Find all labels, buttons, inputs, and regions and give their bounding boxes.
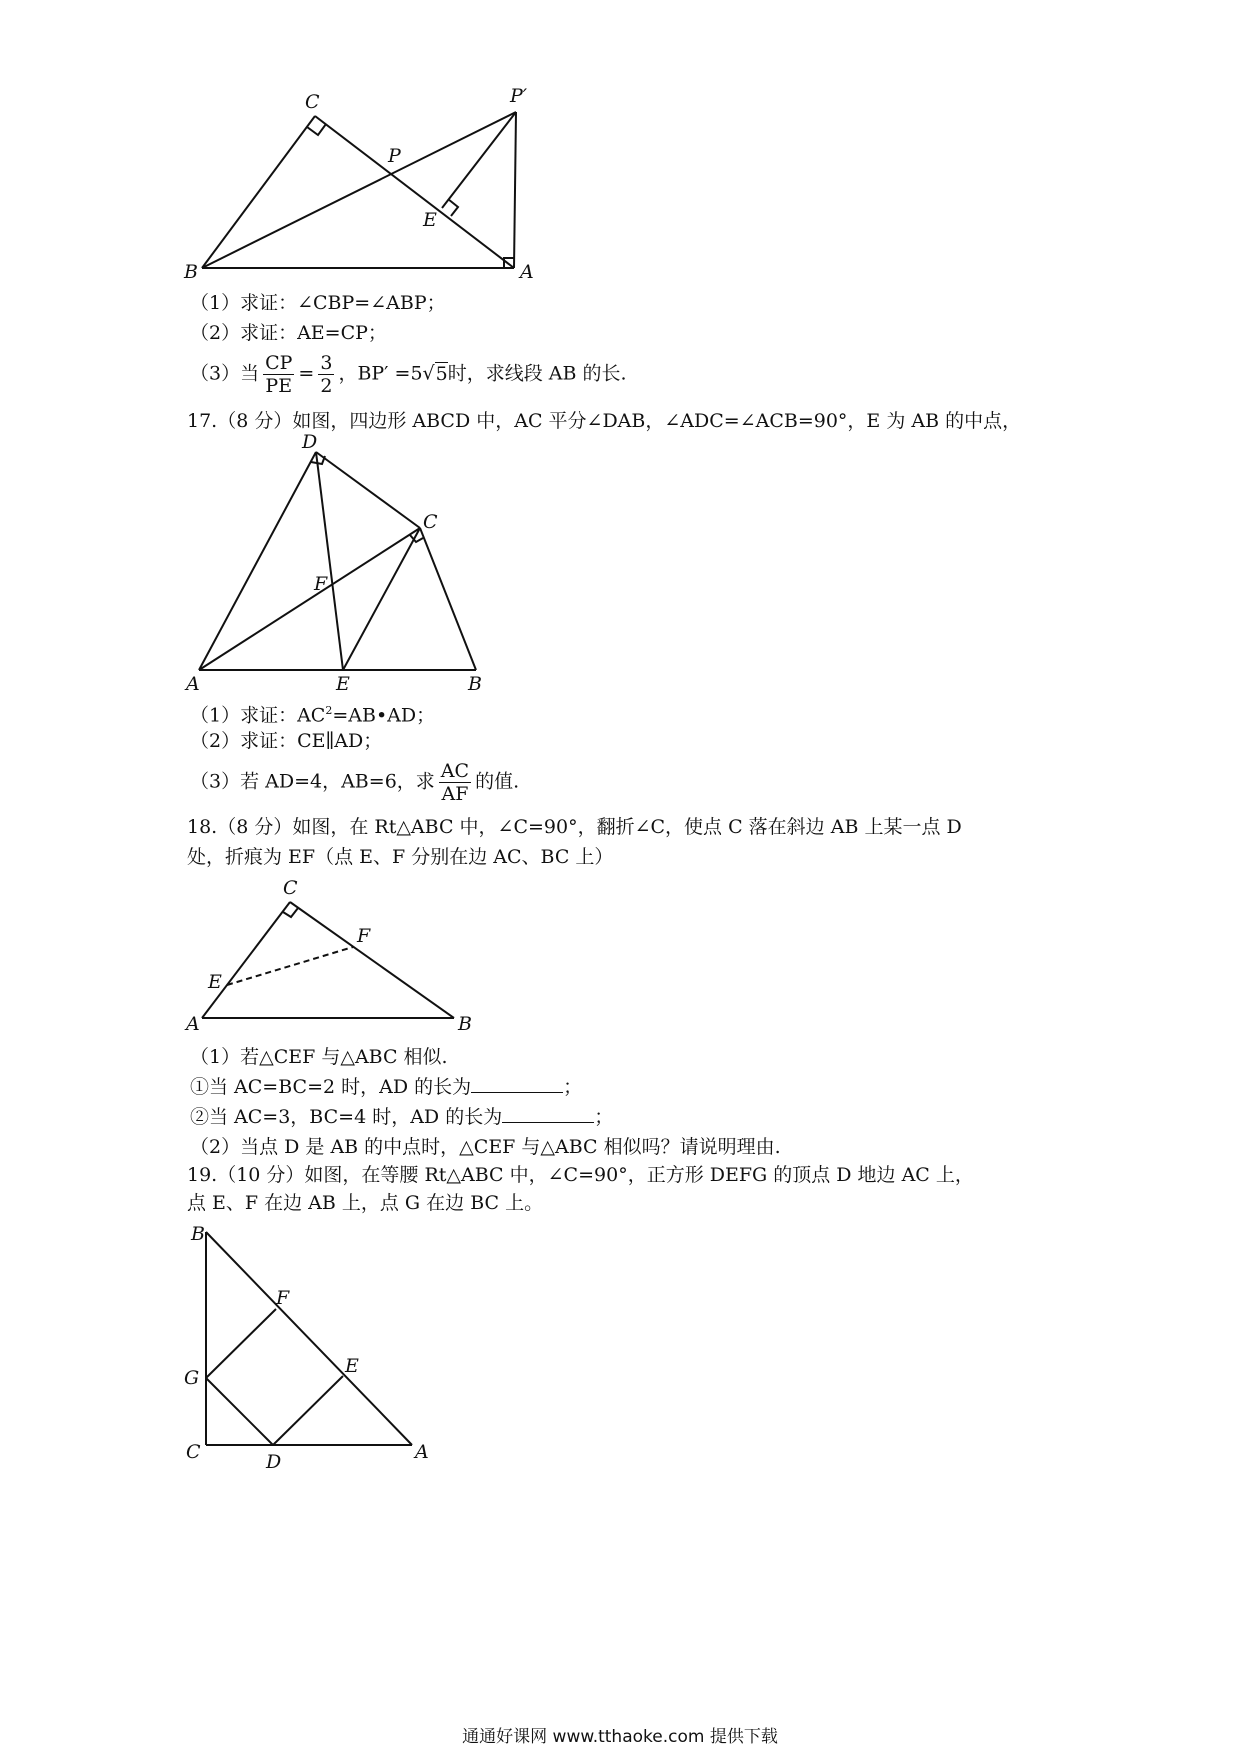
- fraction-denominator: AF: [441, 783, 469, 805]
- q17-stem: 17.（8 分）如图，四边形 ABCD 中，AC 平分∠DAB，∠ADC=∠ACB=90°，E 为 AB 的中点，: [187, 410, 1022, 432]
- q19-stem-line2: 点 E、F 在边 AB 上，点 G 在边 BC 上。: [187, 1192, 544, 1214]
- q19-stem-line1: 19.（10 分）如图，在等腰 Rt△ABC 中，∠C=90°，正方形 DEFG 的顶点 D 地边 AC 上，: [187, 1164, 974, 1186]
- answer-blank-1[interactable]: [471, 1074, 563, 1093]
- segment-CB: [290, 902, 454, 1018]
- label-P: P: [388, 145, 401, 167]
- label-G: G: [184, 1367, 200, 1389]
- fraction-ac-af: [439, 760, 471, 805]
- q18-stem-line1: 18.（8 分）如图，在 Rt△ABC 中，∠C=90°，翻折∠C，使点 C 落在斜边 AB 上某一点 D: [187, 816, 962, 838]
- exponent: 2: [325, 704, 333, 717]
- label-P-prime: P′: [510, 85, 528, 107]
- q17-part1: [190, 698, 435, 728]
- right-angle-E: [448, 199, 458, 216]
- figure-q18: [180, 872, 490, 1037]
- label-A: A: [186, 1013, 200, 1035]
- label-C: C: [423, 511, 438, 533]
- q18-sub1: [190, 1074, 582, 1100]
- label-C: C: [186, 1441, 201, 1463]
- sqrt-symbol-icon: √: [422, 362, 435, 385]
- q17-part1-lead: （1）求证：AC: [190, 704, 326, 727]
- q16-part3-lead: （3）当: [190, 362, 260, 385]
- segment-AC: [202, 902, 290, 1018]
- q18-sub2: [190, 1104, 613, 1130]
- fraction-three-halves: [318, 352, 334, 397]
- segment-AC: [199, 528, 420, 670]
- segment-GD: [206, 1378, 273, 1445]
- q18-sub2-end: ；: [594, 1106, 614, 1128]
- fraction-numerator: AC: [440, 760, 470, 782]
- label-F: F: [314, 573, 328, 595]
- q18-sub2-text: ②当 AC=3，BC=4 时，AD 的长为: [190, 1106, 503, 1128]
- q17-part3: [190, 760, 519, 805]
- answer-blank-2[interactable]: [502, 1104, 594, 1123]
- figure-q16: [180, 82, 560, 292]
- q18-sub1-end: ；: [563, 1076, 583, 1098]
- fold-line-EF: [227, 947, 353, 985]
- q18-stem-line2: 处，折痕为 EF（点 E、F 分别在边 AC、BC 上）: [187, 846, 614, 868]
- label-A: A: [520, 261, 534, 283]
- label-E: E: [336, 673, 350, 695]
- label-B: B: [191, 1223, 205, 1245]
- segment-CB: [420, 528, 476, 670]
- q18-sub1-text: ①当 AC=BC=2 时，AD 的长为: [190, 1076, 472, 1098]
- label-D: D: [266, 1451, 282, 1473]
- q17-part3-tail: 的值.: [475, 770, 520, 793]
- label-F: F: [276, 1287, 290, 1309]
- q16-part1: （1）求证：∠CBP=∠ABP；: [190, 292, 446, 314]
- segment-DE: [273, 1376, 343, 1445]
- label-E: E: [423, 209, 437, 231]
- label-D: D: [302, 432, 318, 453]
- page-footer: 通通好课网 www.tthaoke.com 提供下载: [462, 1727, 778, 1747]
- figure-q17: [180, 432, 500, 702]
- segment-CE: [343, 528, 420, 670]
- label-B: B: [468, 673, 482, 695]
- q18-part1: （1）若△CEF 与△ABC 相似.: [190, 1046, 448, 1068]
- label-C: C: [283, 877, 298, 899]
- q18-part2: （2）当点 D 是 AB 的中点时，△CEF 与△ABC 相似吗？请说明理由.: [190, 1136, 781, 1158]
- segment-BA: [206, 1232, 412, 1445]
- segment-BC: [202, 116, 315, 268]
- segment-BP-prime: [202, 112, 516, 268]
- segment-CA: [315, 116, 514, 268]
- sqrt-argument: 5: [435, 362, 448, 385]
- label-E: E: [345, 1355, 359, 1377]
- segment-P-prime-A: [514, 112, 516, 268]
- right-angle-C: [307, 124, 326, 135]
- q17-part2: （2）求证：CE∥AD；: [190, 730, 383, 752]
- label-C: C: [305, 91, 320, 113]
- segment-DE: [316, 452, 343, 670]
- q16-part2: （2）求证：AE=CP；: [190, 322, 387, 344]
- fraction-numerator: 3: [320, 352, 333, 374]
- segment-P-prime-E: [442, 112, 516, 208]
- q16-part3: [190, 352, 627, 397]
- q16-part3-mid: ，BP′ =5: [338, 362, 423, 385]
- fraction-numerator: CP: [265, 352, 293, 374]
- segment-DC: [316, 452, 420, 528]
- equals-sign: =: [298, 362, 315, 385]
- fraction-cp-pe: [263, 352, 294, 397]
- fraction-denominator: PE: [265, 375, 293, 397]
- label-B: B: [184, 261, 198, 283]
- q17-part1-tail: =AB•AD；: [332, 704, 436, 727]
- label-B: B: [458, 1013, 472, 1035]
- label-A: A: [186, 673, 200, 695]
- fraction-denominator: 2: [320, 375, 333, 397]
- q17-part3-lead: （3）若 AD=4，AB=6，求: [190, 770, 435, 793]
- segment-AD: [199, 452, 316, 670]
- label-E: E: [208, 971, 222, 993]
- figure-q19: [180, 1218, 450, 1478]
- label-A: A: [415, 1441, 429, 1463]
- q16-part3-tail: 时，求线段 AB 的长.: [447, 362, 627, 385]
- segment-GF: [206, 1309, 276, 1378]
- label-F: F: [357, 925, 371, 947]
